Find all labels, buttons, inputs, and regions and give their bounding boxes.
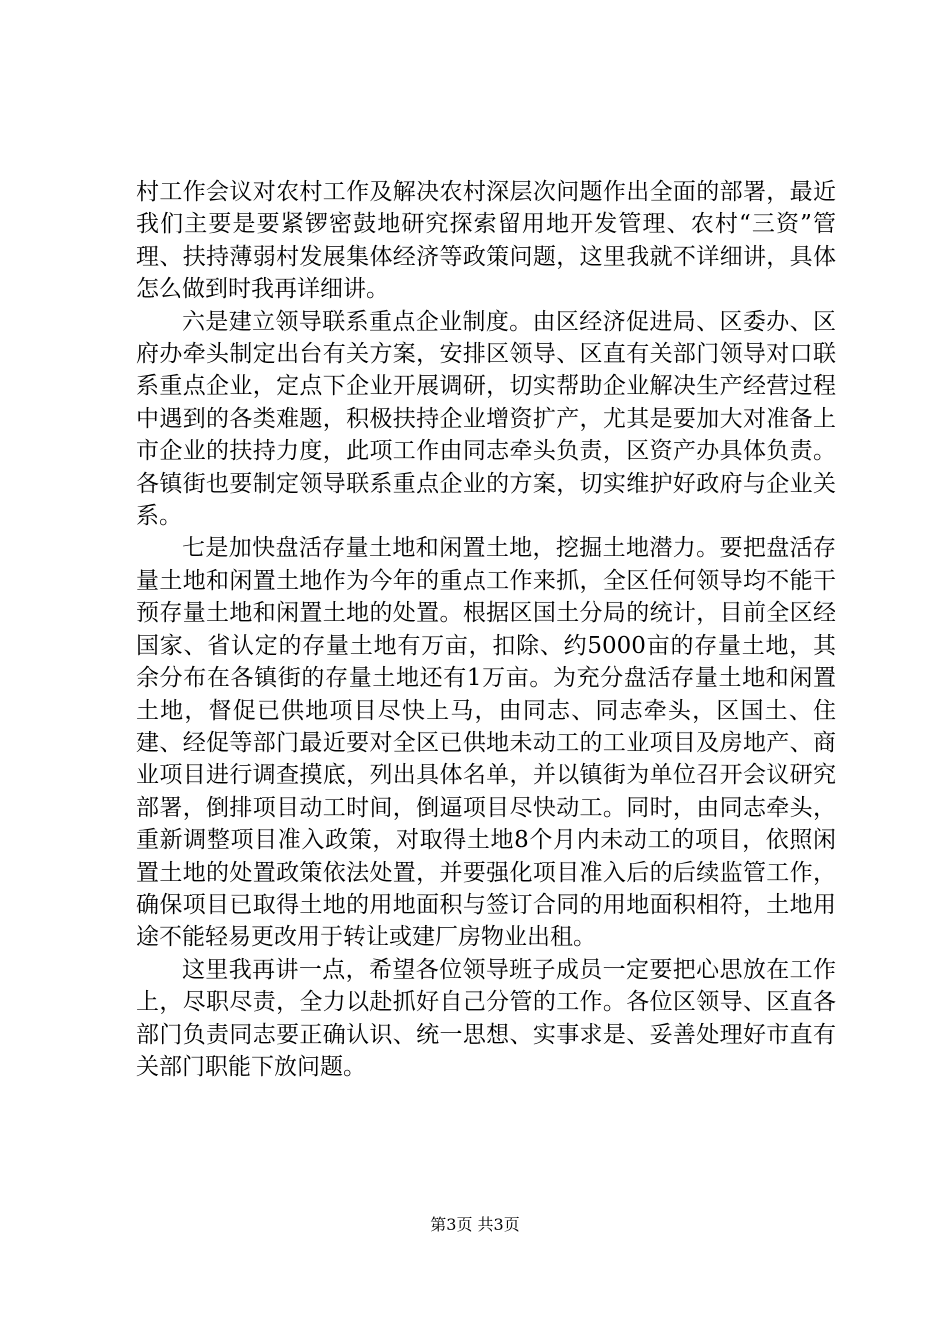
page-number-label: 第3页 共3页 xyxy=(430,1215,520,1234)
page-footer xyxy=(0,1214,950,1236)
paragraph-item-seven: 七是加快盘活存量土地和闲置土地，挖掘土地潜力。要把盘活存量土地和闲置土地作为今年的重点工作来抓，全区任何领导均不能干预存量土地和闲置土地的处置。根据区国土分局的统计，目前全区经国家、省认定的存量土地有万亩，扣除、约5000亩的存量土地，其余分布在各镇街的存量土地还有1万亩。为充分盘活存量土地和闲置土地，督促已供地项目尽快上马，由同志、同志牵头，区国土、住建、经促等部门最近要对全区已供地未动工的工业项目及房地产、商业项目进行调查摸底，列出具体名单，并以镇街为单位召开会议研究部署，倒排项目动工时间，倒逼项目尽快动工。同时，由同志牵头，重新调整项目准入政策，对取得土地8个月内未动工的项目，依照闲置土地的处置政策依法处置，并要强化项目准入后的后续监管工作，确保项目已取得土地的用地面积与签订合同的用地面积相符，土地用途不能轻易更改用于转让或建厂房物业出租。 xyxy=(136,535,836,951)
paragraph-continuation: 村工作会议对农村工作及解决农村深层次问题作出全面的部署，最近我们主要是要紧锣密鼓地研究探索留用地开发管理、农村“三资”管理、扶持薄弱村发展集体经济等政策问题，这里我就不详细讲，具体怎么做到时我再详细讲。 xyxy=(136,179,836,303)
document-body xyxy=(136,176,836,1083)
paragraph-item-six: 六是建立领导联系重点企业制度。由区经济促进局、区委办、区府办牵头制定出台有关方案，安排区领导、区直有关部门领导对口联系重点企业，定点下企业开展调研，切实帮助企业解决生产经营过程中遇到的各类难题，积极扶持企业增资扩产，尤其是要加大对准备上市企业的扶持力度，此项工作由同志牵头负责，区资产办具体负责。各镇街也要制定领导联系重点企业的方案，切实维护好政府与企业关系。 xyxy=(136,308,836,530)
paragraph-closing: 这里我再讲一点，希望各位领导班子成员一定要把心思放在工作上，尽职尽责，全力以赴抓好自己分管的工作。各位区领导、区直各部门负责同志要正确认识、统一思想、实事求是、妥善处理好市直有关部门职能下放问题。 xyxy=(136,956,836,1080)
